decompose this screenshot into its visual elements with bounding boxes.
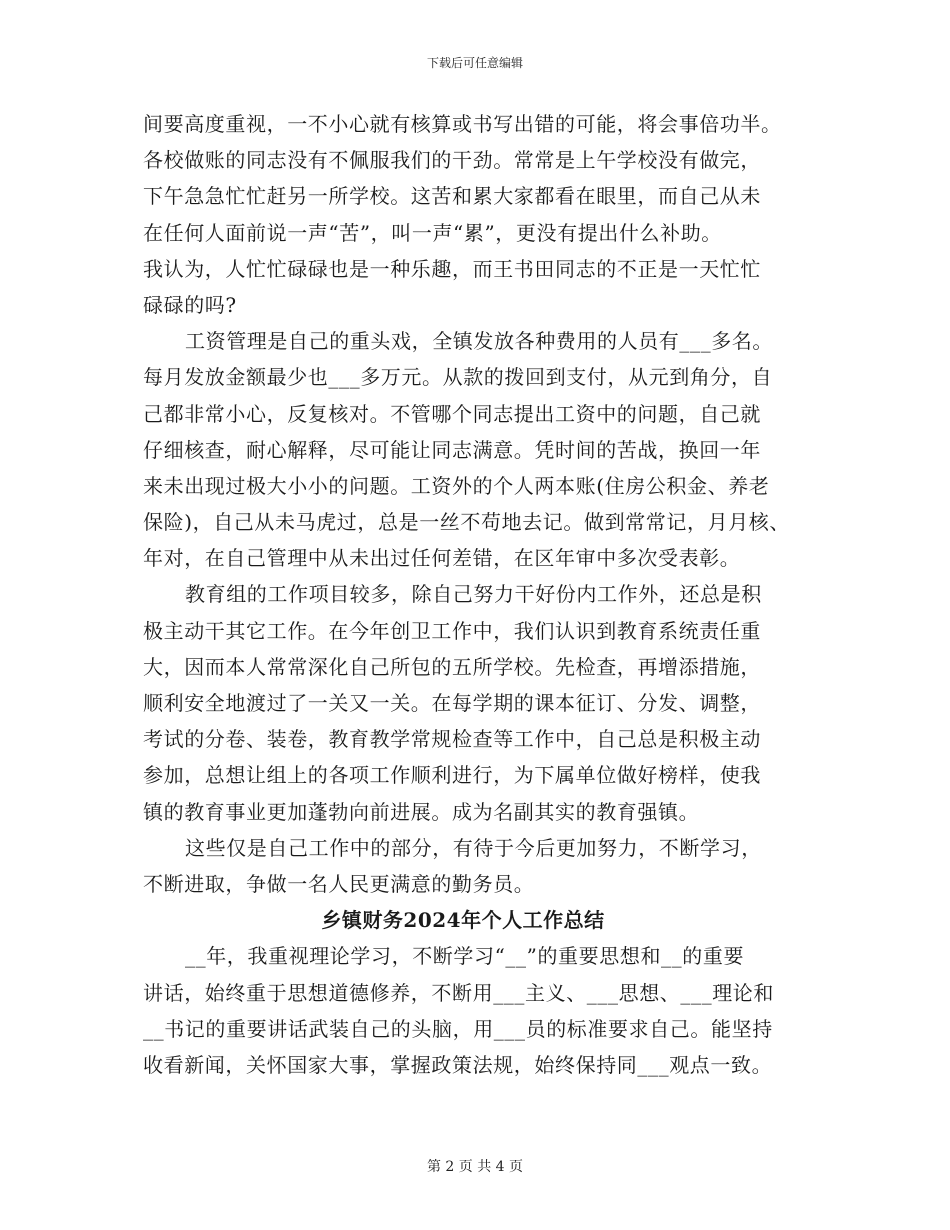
text-line: 工资管理是自己的重头戏，全镇发放各种费用的人员有___多名。 [185,329,773,354]
text-line: 大，因而本人常常深化自己所包的五所学校。先检查，再增添措施， [143,654,761,679]
text-line: 间要高度重视，一不小心就有核算或书写出错的可能，将会事倍功半。 [143,112,782,136]
text-line: 这些仅是自己工作中的部分，有待于今后更加努力，不断学习， [185,835,762,860]
text-line: 碌碌的吗? [143,292,237,317]
text-line: 参加，总想让组上的各项工作顺利进行，为下属单位做好榜样，使我 [143,763,761,788]
text-line: 顺利安全地渡过了一关又一关。在每学期的课本征订、分发、调整， [143,691,761,715]
text-line: 收看新闻，关怀国家大事，掌握政策法规，始终保持同___观点一致。 [143,1052,773,1077]
text-line: 在任何人面前说一声“苦”，叫一声“累”，更没有提出什么补助。 [143,220,722,245]
text-line: 考试的分卷、装卷，教育教学常规检查等工作中，自己总是积极主动 [143,727,761,752]
text-line: 保险)，自己从未马虎过，总是一丝不苟地去记。做到常常记，月月核、 [143,510,791,535]
text-line: 我认为，人忙忙碌碌也是一种乐趣，而王书田同志的不正是一天忙忙 [143,256,761,281]
page-header: 下载后可任意编辑 [426,56,523,70]
text-line: 镇的教育事业更加蓬勃向前进展。成为名副其实的教育强镇。 [143,799,700,824]
paragraph-education [143,576,823,829]
text-line: __年，我重视理论学习，不断学习“__”的重要思想和__的重要 [185,944,745,969]
section-title: 乡镇财务2024年个人工作总结 [321,908,605,933]
text-line: 下午急急忙忙赶另一所学校。这苦和累大家都看在眼里，而自己从未 [143,184,761,209]
text-line: 每月发放金额最少也___多万元。从款的拨回到支付，从元到角分，自 [143,365,773,390]
text-line: __书记的重要讲话武装自己的头脑，用___员的标准要求自己。能坚持 [143,1016,773,1041]
paragraph-study [143,938,823,1083]
text-line: 讲话，始终重于思想道德修养，不断用___主义、___思想、___理论和 [143,980,774,1005]
document-body [143,106,823,1083]
text-line: 极主动干其它工作。在今年创卫工作中，我们认识到教育系统责任重 [143,618,761,643]
page-footer: 第 2 页 共 4 页 [426,1159,524,1175]
text-line: 来未出现过极大小小的问题。工资外的个人两本账(住房公积金、养老 [143,473,770,498]
text-line: 不断进取，争做一名人民更满意的勤务员。 [143,871,535,896]
paragraph-continued [143,106,823,323]
paragraph-conclusion [143,830,823,902]
text-line: 己都非常小心，反复核对。不管哪个同志提出工资中的问题，自己就 [143,401,761,426]
paragraph-salary [143,323,823,576]
text-line: 教育组的工作项目较多，除自己努力干好份内工作外，还总是积 [185,582,762,607]
text-line: 仔细核查，耐心解释，尽可能让同志满意。凭时间的苦战，换回一年 [143,437,761,462]
text-line: 各校做账的同志没有不佩服我们的干劲。常常是上午学校没有做完， [143,148,761,173]
text-line: 年对，在自己管理中从未出过任何差错，在区年审中多次受表彰。 [143,546,741,571]
